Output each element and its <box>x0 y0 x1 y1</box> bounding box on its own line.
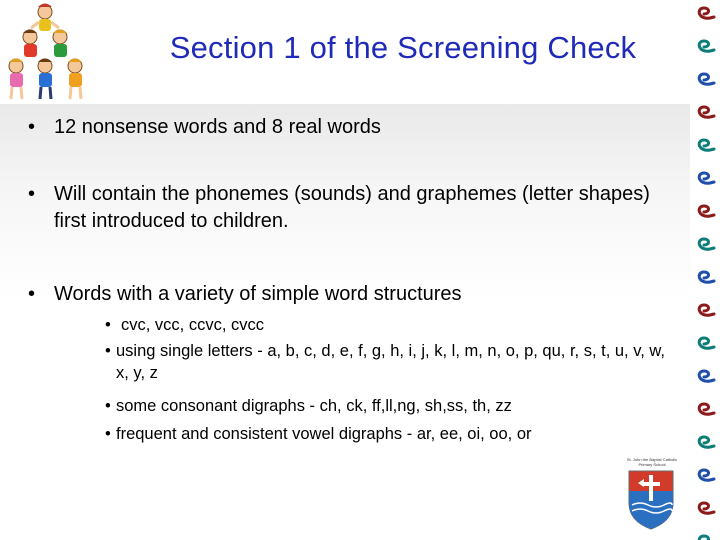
border-curl-glyph <box>699 404 714 414</box>
sub-bullet-text: using single letters - a, b, c, d, e, f, g, h, i, j, k, l, m, n, o, p, qu, r, s, t, u, v, w, x, y, z <box>116 342 666 382</box>
bullet-text: Will contain the phonemes (sounds) and graphemes (letter shapes) first introduced to children. <box>54 183 650 232</box>
slide-title: Section 1 of the Screening Check <box>169 30 637 65</box>
sub-bullet-text: some consonant digraphs - ch, ck, ff,ll,ng, sh,ss, th, zz <box>116 397 512 415</box>
bullet-marker: • <box>28 183 36 205</box>
border-curl-glyph <box>699 206 714 216</box>
bullet-item <box>24 181 684 235</box>
crest-caption: St. John the Baptist Catholic Primary School <box>626 457 678 467</box>
bullet-item <box>24 281 462 308</box>
bullet-marker: • <box>28 116 36 138</box>
sub-bullet-item <box>105 314 675 336</box>
border-curl-glyph <box>699 173 714 183</box>
bullet-text: Words with a variety of simple word structures <box>54 283 462 305</box>
border-curl-glyph <box>699 503 714 513</box>
bullet-marker: • <box>28 283 36 305</box>
border-curl-glyph <box>699 107 714 117</box>
bullet-text: 12 nonsense words and 8 real words <box>54 116 381 138</box>
bullet-marker: • <box>105 397 111 415</box>
border-curl-glyph <box>699 74 714 84</box>
border-curl-glyph <box>699 437 714 447</box>
curl-pattern-border <box>688 0 720 540</box>
bullet-marker: • <box>105 316 111 334</box>
sub-bullet-item <box>105 395 675 417</box>
sub-bullet-item <box>105 340 675 384</box>
sub-bullet-text: cvc, vcc, ccvc, cvcc <box>121 316 265 334</box>
bullet-marker: • <box>105 342 111 360</box>
border-curl-glyph <box>699 305 714 315</box>
bullet-marker: • <box>105 425 111 443</box>
border-curl-glyph <box>699 536 714 540</box>
children-pyramid-illustration <box>0 0 112 104</box>
border-curl-glyph <box>699 239 714 249</box>
bullet-item <box>24 114 381 141</box>
border-curl-glyph <box>699 8 714 18</box>
border-curl-glyph <box>699 272 714 282</box>
border-curl-glyph <box>699 338 714 348</box>
border-curl-glyph <box>699 371 714 381</box>
border-curl-glyph <box>699 41 714 51</box>
border-curl-glyph <box>699 140 714 150</box>
border-curl-glyph <box>699 470 714 480</box>
sub-bullet-item <box>105 423 675 445</box>
sub-bullet-text: frequent and consistent vowel digraphs - ar, ee, oi, oo, or <box>116 425 532 443</box>
